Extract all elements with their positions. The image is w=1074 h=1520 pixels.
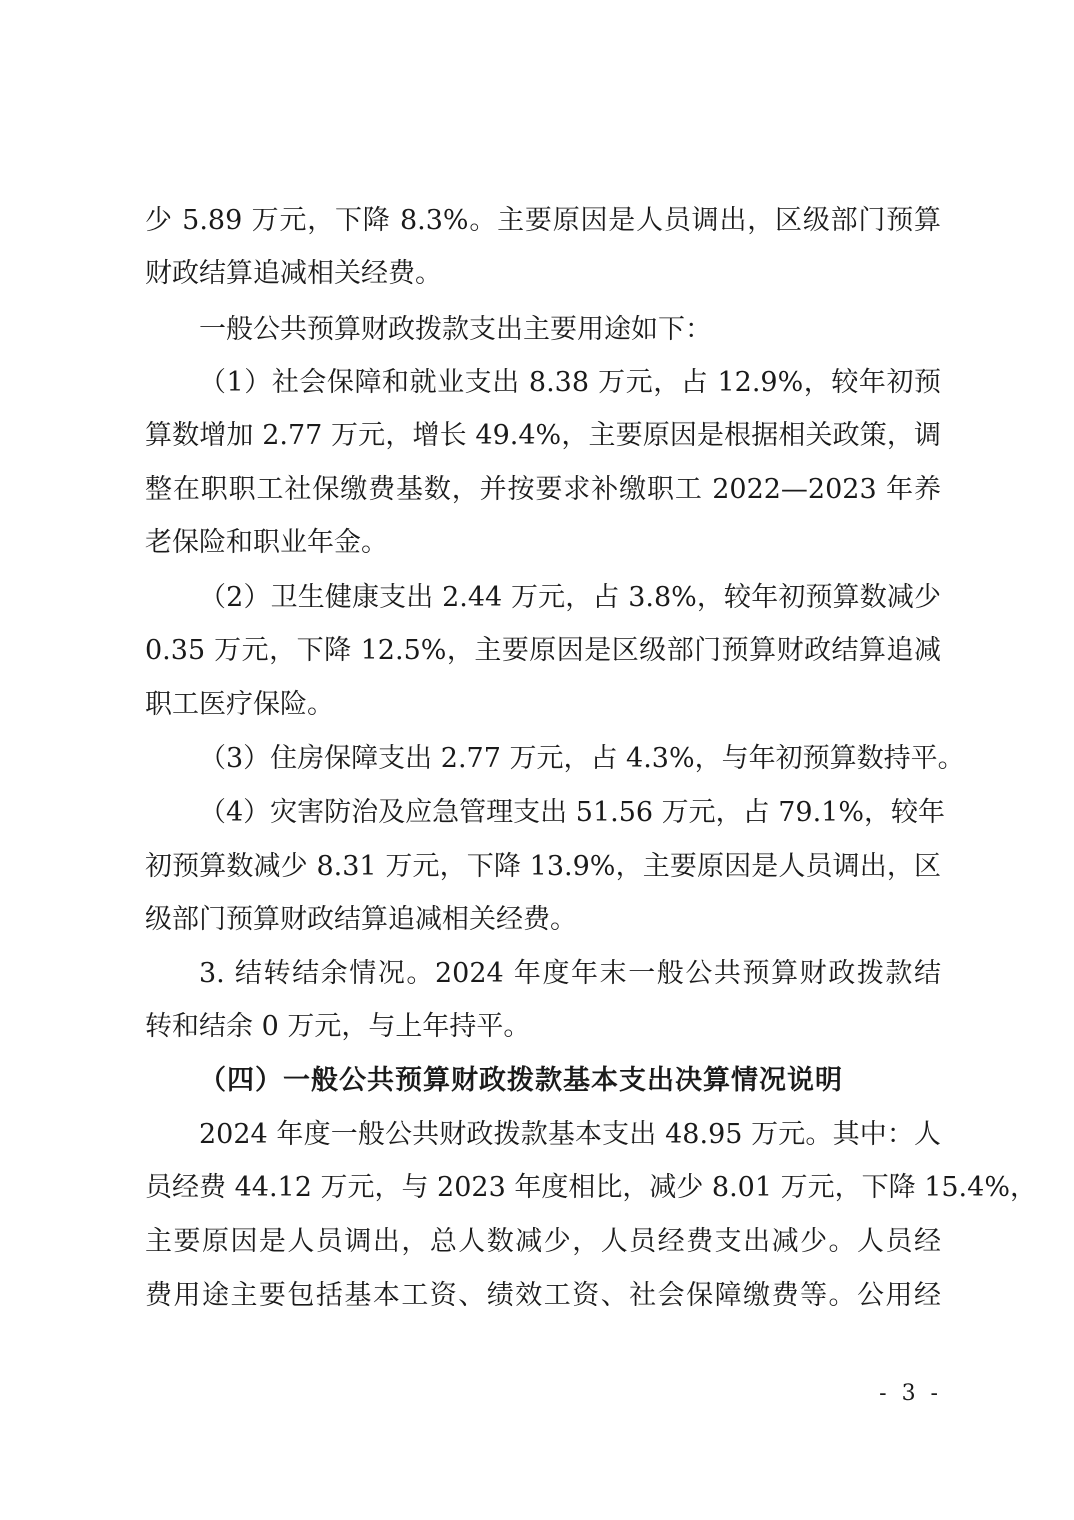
- text-line-11: （3）住房保障支出 2.77 万元，占 4.3%，与年初预算数持平。: [199, 743, 965, 774]
- text-line-20: 主要原因是人员调出，总人数减少，人员经费支出减少。人员经: [145, 1226, 941, 1257]
- text-line-7: 老保险和职业年金。: [145, 527, 388, 558]
- text-line-9: 0.35 万元，下降 12.5%，主要原因是区级部门预算财政结算追减: [145, 635, 941, 666]
- text-line-2: 财政结算追减相关经费。: [145, 258, 442, 289]
- text-line-3: 一般公共预算财政拨款支出主要用途如下：: [199, 314, 712, 345]
- text-line-1: 少 5.89 万元，下降 8.3%。主要原因是人员调出，区级部门预算: [145, 205, 941, 236]
- text-line-19: 员经费 44.12 万元，与 2023 年度相比，减少 8.01 万元，下降 15.4%，: [145, 1172, 1037, 1203]
- text-line-13: 初预算数减少 8.31 万元，下降 13.9%，主要原因是人员调出，区: [145, 851, 941, 882]
- text-line-8: （2）卫生健康支出 2.44 万元，占 3.8%，较年初预算数减少: [199, 582, 941, 613]
- text-line-21: 费用途主要包括基本工资、绩效工资、社会保障缴费等。公用经: [145, 1280, 941, 1311]
- text-line-6: 整在职职工社保缴费基数，并按要求补缴职工 2022—2023 年养: [145, 474, 941, 505]
- section-heading: （四）一般公共预算财政拨款基本支出决算情况说明: [199, 1065, 843, 1096]
- text-line-4: （1）社会保障和就业支出 8.38 万元，占 12.9%，较年初预: [199, 367, 941, 398]
- text-line-5: 算数增加 2.77 万元，增长 49.4%，主要原因是根据相关政策，调: [145, 420, 941, 451]
- text-line-15: 3. 结转结余情况。2024 年度年末一般公共预算财政拨款结: [199, 958, 941, 989]
- text-line-12: （4）灾害防治及应急管理支出 51.56 万元，占 79.1%，较年: [199, 797, 945, 828]
- text-line-18: 2024 年度一般公共财政拨款基本支出 48.95 万元。其中：人: [199, 1119, 941, 1150]
- text-line-16: 转和结余 0 万元，与上年持平。: [145, 1011, 531, 1042]
- page-number: - 3 -: [879, 1381, 942, 1406]
- text-line-14: 级部门预算财政结算追减相关经费。: [145, 904, 577, 935]
- text-line-10: 职工医疗保险。: [145, 689, 334, 720]
